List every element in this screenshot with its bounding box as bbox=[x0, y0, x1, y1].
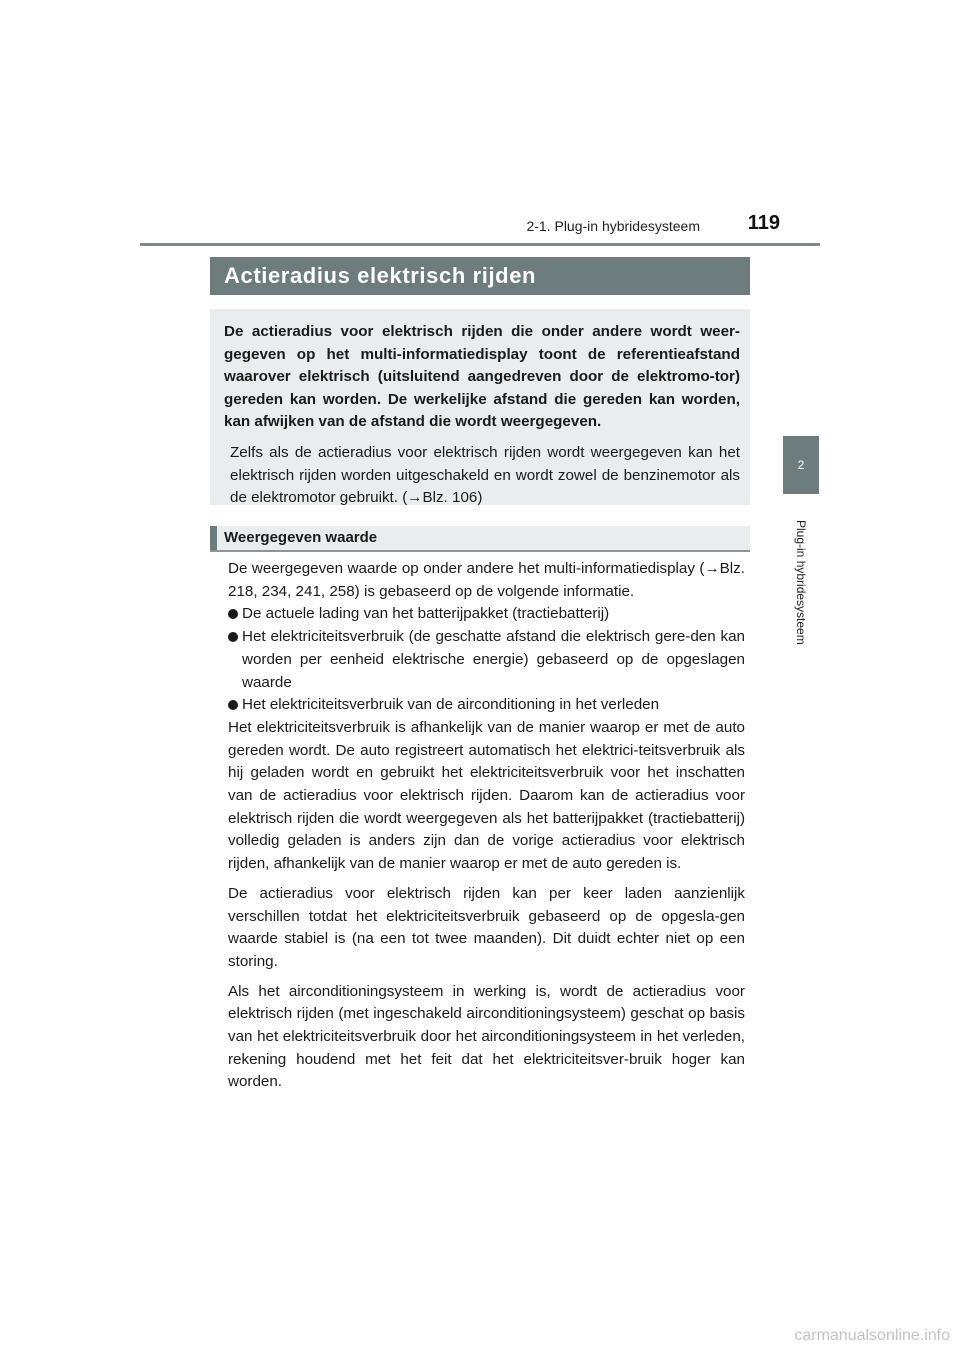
page-title: Actieradius elektrisch rijden bbox=[210, 257, 750, 295]
list-item-text: Het elektriciteitsverbruik (de geschatte afstand die elektrisch gere-den kan worden per eenheid elektrische energie) gebaseerd op de opgeslagen waarde bbox=[242, 628, 745, 691]
chapter-number: 2 bbox=[797, 458, 805, 472]
bullet-icon bbox=[228, 609, 238, 619]
list-item-text: De actuele lading van het batterijpakket (tractiebatterij) bbox=[242, 605, 610, 623]
list-item bbox=[228, 603, 745, 626]
intro-summary: De actieradius voor elektrisch rijden die onder andere wordt weer-gegeven op het multi-informatiedisplay toont de referentieafstand waarover elektrisch (uitsluitend aangedreven door de elektromo-tor) gereden kan worden. De werkelijke afstand die gereden kan worden, kan afwijken van de afstand die wordt weergegeven. bbox=[224, 323, 740, 431]
section-heading-bar bbox=[210, 526, 750, 552]
body-paragraph: De actieradius voor elektrisch rijden kan per keer laden aanzienlijk verschillen totdat het elektriciteitsverbruik gebaseerd op de opgesla-gen waarde stabiel is (na een tot twee maanden). Dit duidt echter niet op een storing. bbox=[228, 884, 745, 970]
chapter-tab bbox=[783, 436, 819, 494]
info-bullet-list bbox=[228, 603, 745, 717]
section-heading: Weergegeven waarde bbox=[224, 529, 378, 546]
bullet-icon bbox=[228, 632, 238, 642]
chapter-side-label bbox=[783, 502, 819, 662]
body-paragraph: Als het airconditioningsysteem in werking is, wordt de actieradius voor elektrisch rijden (met ingeschakeld airconditioningsysteem) geschat op basis van het elektriciteitsverbruik door het airconditioningsysteem in het verleden, rekening houdend met het feit dat het elektriciteitsver-bruik hoger kan worden. bbox=[228, 982, 745, 1091]
list-item bbox=[228, 626, 745, 694]
list-item-text: Het elektriciteitsverbruik van de airconditioning in het verleden bbox=[242, 696, 660, 714]
chapter-title: Plug-in hybridesysteem bbox=[794, 519, 808, 645]
list-item bbox=[228, 694, 745, 717]
page-number: 119 bbox=[747, 212, 780, 234]
header-divider bbox=[140, 243, 820, 246]
running-header-section: 2-1. Plug-in hybridesysteem bbox=[526, 218, 700, 234]
site-watermark: carmanualsonline.info bbox=[794, 1327, 950, 1344]
bullet-icon bbox=[228, 700, 238, 710]
heading-accent bbox=[210, 526, 217, 550]
section-body bbox=[228, 558, 745, 1094]
body-paragraph: Het elektriciteitsverbruik is afhankelijk van de manier waarop er met de auto gereden wordt. De auto registreert automatisch het elektrici-teitsverbruik als hij geladen wordt en gebruikt het elektriciteitsverbruik voor het inschatten van de actieradius voor elektrisch rijden. Daarom kan de actieradius voor elektrisch rijden die wordt weergegeven als het batterijpakket (tractiebatterij) volledig geladen is anders zijn dan de vorige actieradius voor elektrisch rijden, afhankelijk van de manier waarop er met de auto gereden is. bbox=[228, 718, 745, 873]
intro-note: Zelfs als de actieradius voor elektrisch rijden wordt weergegeven kan het elektrisch rijden worden uitgeschakeld en wordt zowel de benzinemotor als de elektromotor gebruikt. (→Blz. 106) bbox=[230, 443, 740, 507]
section-lead: De weergegeven waarde op onder andere het multi-informatiedisplay (→Blz. 218, 234, 241, 258) is gebaseerd op de volgende informatie. bbox=[228, 560, 745, 600]
intro-box bbox=[210, 309, 750, 505]
